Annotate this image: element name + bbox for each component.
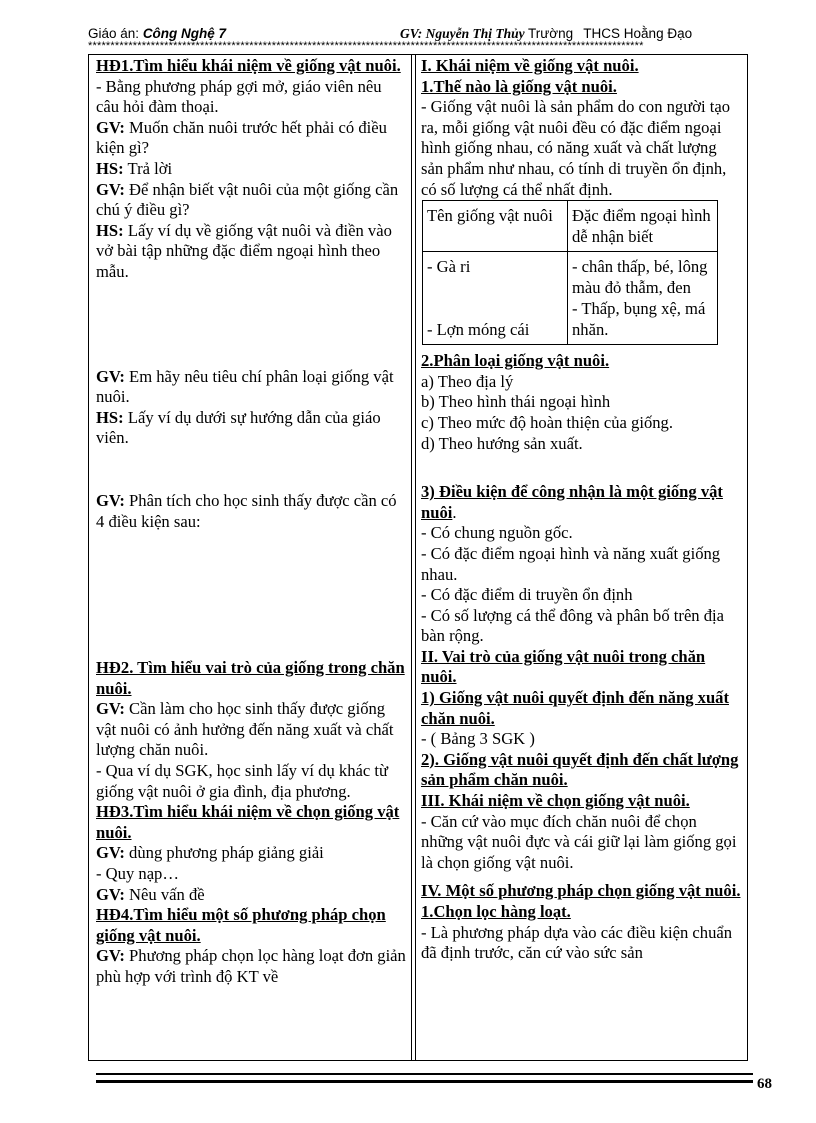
page-number: 68: [757, 1076, 772, 1092]
definition-paragraph: - Giống vật nuôi là sản phẩm do con người tạo ra, mỗi giống vật nuôi đều có đặc điểm ngoại hình giống nhau, có năng xuất và chất lượng sản phẩm như nhau, có tính di truyền ổn định, có số lượng cá thể nhất định.: [421, 97, 731, 199]
left-line: GV: Nêu vấn đề: [96, 884, 205, 904]
column-divider-inner: [415, 54, 416, 1061]
list-item: a) Theo địa lý: [421, 371, 514, 391]
list-item: c) Theo mức độ hoàn thiện của giống.: [421, 412, 673, 432]
hd2-title: HĐ2. Tìm hiểu vai trò của giống trong chăn nuôi.: [96, 658, 405, 698]
content-column: [421, 56, 741, 964]
gv-label: GV:: [96, 366, 125, 386]
section-4-heading: IV. Một số phương pháp chọn giống vật nuôi.: [421, 881, 741, 901]
gv-label: GV:: [96, 179, 125, 199]
left-line: - Quy nạp…: [96, 864, 179, 884]
gv-label: GV:: [96, 699, 125, 719]
left-line: - Qua ví dụ SGK, học sinh lấy ví dụ khác từ giống vật nuôi ở gia đình, địa phương.: [96, 761, 388, 801]
list-item: - Có chung nguồn gốc.: [421, 523, 573, 543]
footer-rule-thick: [96, 1080, 753, 1083]
teacher-name: Nguyễn Thị Thủy: [425, 26, 525, 41]
left-line: HS: Lấy ví dụ dưới sự hướng dẫn của giáo viên.: [96, 407, 381, 448]
hs-label: HS:: [96, 220, 124, 240]
table-cell: - chân thấp, bé, lông màu đỏ thẫm, đen - Thấp, bụng xệ, má nhăn.: [568, 252, 718, 345]
left-line: GV: Em hãy nêu tiêu chí phân loại giống vật nuôi.: [96, 366, 394, 407]
section-1-3-heading: 3) Điều kiện để công nhận là một giống vật nuôi.: [421, 482, 723, 522]
gv-label: GV:: [96, 117, 125, 137]
hd4-title: HĐ4.Tìm hiểu một số phương pháp chọn giống vật nuôi.: [96, 905, 386, 945]
left-line: HS: Trả lời: [96, 158, 173, 178]
lesson-subject: Công Nghệ 7: [142, 26, 227, 41]
section-1-1-heading: 1.Thế nào là giống vật nuôi.: [421, 76, 617, 96]
section-1-heading: I. Khái niệm về giống vật nuôi.: [421, 56, 639, 75]
table-row: [423, 201, 718, 252]
list-item: - Có số lượng cá thể đông và phân bố trên địa bàn rộng.: [421, 605, 725, 646]
list-item: - Có đặc điểm ngoại hình và năng xuất giống nhau.: [421, 543, 721, 584]
paragraph: - ( Bảng 3 SGK ): [421, 729, 535, 749]
paragraph: - Căn cứ vào mục đích chăn nuôi để chọn những vật nuôi đực và cái giữ lại làm giống gọi là chọn giống vật nuôi.: [421, 811, 737, 872]
gv-label: GV:: [96, 843, 125, 863]
table-header-cell: Tên giống vật nuôi: [423, 201, 568, 252]
left-line: - Bằng phương pháp gợi mở, giáo viên nêu câu hỏi đàm thoại.: [96, 76, 382, 117]
list-item: d) Theo hướng sản xuất.: [421, 433, 583, 453]
section-4-1-heading: 1.Chọn lọc hàng loạt.: [421, 902, 571, 921]
column-divider: [411, 54, 412, 1061]
left-line: HS: Lấy ví dụ về giống vật nuôi và điền vào vở bài tập những đặc điểm ngoại hình theo mẫu.: [96, 220, 392, 281]
list-item: - Có đặc điểm di truyền ổn định: [421, 585, 633, 605]
section-2-heading: II. Vai trò của giống vật nuôi trong chăn nuôi.: [421, 646, 706, 687]
teacher-label: GV:: [400, 26, 423, 41]
left-line: GV: Cần làm cho học sinh thấy được giống vật nuôi có ảnh hưởng đến năng xuất và chất lượng chăn nuôi.: [96, 699, 394, 760]
gv-label: GV:: [96, 490, 125, 510]
left-line: GV: Phân tích cho học sinh thấy được cần có 4 điều kiện sau:: [96, 490, 397, 531]
lesson-label: Giáo án:: [88, 26, 140, 41]
left-line: GV: Để nhận biết vật nuôi của một giống cần chú ý điều gì?: [96, 179, 399, 220]
school-name: THCS Hoằng Đạo: [583, 26, 693, 41]
table-row: [423, 252, 718, 345]
hs-label: HS:: [96, 407, 124, 427]
section-3-heading: III. Khái niệm về chọn giống vật nuôi.: [421, 791, 690, 811]
table-cell: - Gà ri - Lợn móng cái: [423, 252, 568, 345]
gv-label: GV:: [96, 884, 125, 904]
activities-column: [96, 56, 408, 988]
left-line: GV: Muốn chăn nuôi trước hết phải có điều kiện gì?: [96, 117, 387, 158]
section-2-1-heading: 1) Giống vật nuôi quyết định đến năng xuất chăn nuôi.: [421, 688, 729, 728]
left-line: GV: Phương pháp chọn lọc hàng loạt đơn giản phù hợp với trình độ KT về: [96, 946, 406, 986]
section-1-2-heading: 2.Phân loại giống vật nuôi.: [421, 351, 610, 371]
footer-rule: [96, 1073, 753, 1075]
hd3-title: HĐ3.Tìm hiểu khái niệm về chọn giống vật nuôi.: [96, 802, 400, 842]
hs-label: HS:: [96, 158, 124, 178]
section-2-2-heading: 2). Giống vật nuôi quyết định đến chất lượng sản phẩm chăn nuôi.: [421, 749, 739, 790]
lesson-plan: [88, 26, 226, 41]
left-line: GV: dùng phương pháp giảng giải: [96, 843, 324, 863]
hd1-title: HĐ1.Tìm hiểu khái niệm về giống vật nuôi.: [96, 56, 401, 75]
breed-table: [422, 200, 718, 345]
list-item: b) Theo hình thái ngoại hình: [421, 392, 611, 412]
school-label: Trường: [528, 26, 574, 41]
paragraph: - Là phương pháp dựa vào các điều kiện chuẩn đã định trước, căn cứ vào sức sản: [421, 922, 733, 963]
gv-label: GV:: [96, 946, 125, 966]
star-separator: ****************************************************************************************************************************: [88, 40, 644, 52]
table-header-cell: Đặc điểm ngoại hình dễ nhận biết: [568, 201, 718, 252]
